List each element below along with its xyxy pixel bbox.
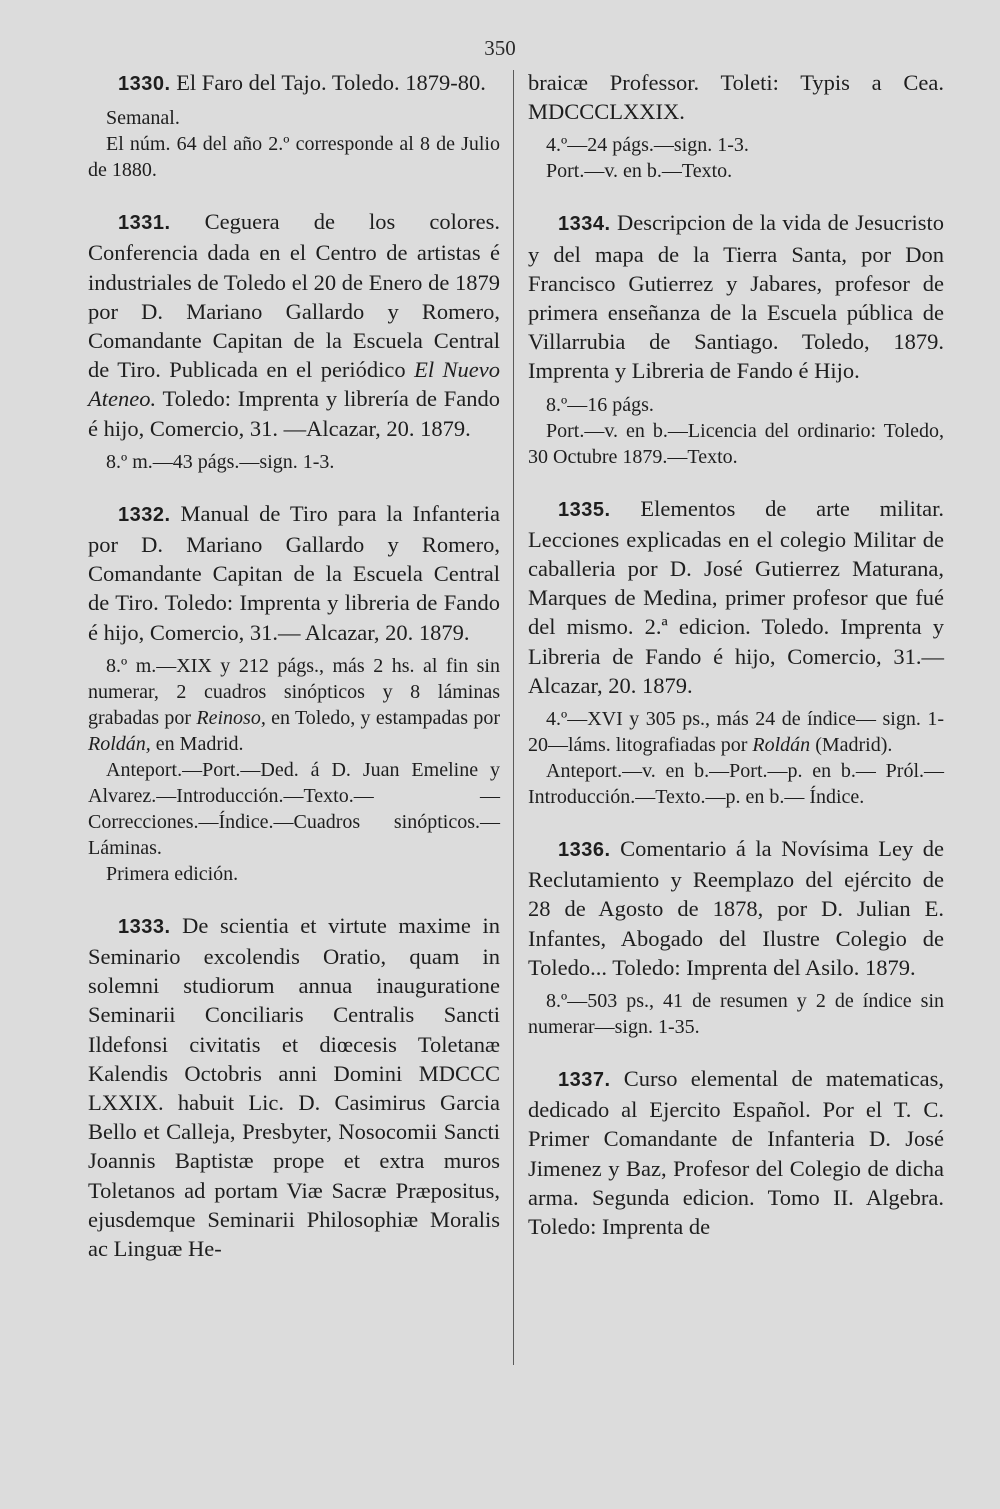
entry-note: 8.º—16 págs.	[546, 393, 654, 416]
entry-1337	[528, 1064, 944, 1241]
entry-1333	[88, 911, 500, 1263]
note-text: 8.º m.—XIX y 212 págs., más 2 hs. al fin sin numerar, 2 cuadros sinópticos y 8 láminas grabadas por	[88, 654, 500, 729]
right-column	[528, 68, 944, 1265]
entry-number: 1333.	[118, 915, 171, 938]
entry-1336	[528, 834, 944, 1040]
entry-number: 1334.	[558, 213, 611, 236]
entry-number: 1337.	[558, 1069, 611, 1092]
entry-note: Port.—v. en b.—Texto.	[546, 160, 733, 183]
entry-note: El núm. 64 del año 2.º corresponde al 8 de Julio de 1880.	[88, 133, 500, 182]
lithographer-name: Roldán	[752, 734, 811, 757]
page-number: 350	[484, 36, 516, 60]
note-text: 4.º—XVI y 305 ps., más 24 de índice— sign. 1-20—láms. litografiadas por	[528, 708, 944, 757]
entry-title: Descripcion de la vida de Jesucristo y del mapa de la Tierra Santa, por Don Francisco Gutierrez y Jabares, profesor de primera enseñanza de la Escuela pública de Villarrubia de Santiago. Toledo, 1879. Imprenta y Libreria de Fando é Hijo.	[528, 210, 944, 384]
entry-1334	[528, 208, 944, 469]
entry-number: 1332.	[118, 503, 171, 526]
engraver-name: Reinoso,	[196, 706, 266, 729]
entry-note: Anteport.—v. en b.—Port.—p. en b.— Pról.—Introducción.—Texto.—p. en b.— Índice.	[528, 760, 944, 809]
entry-title: Ceguera de los colores. Conferencia dada en el Centro de artistas é industriales de Toledo el 20 de Enero de 1879 por D. Mariano Gallardo y Romero, Comandante Capitan de la Escuela Central de Tiro. Publicada en el periódico	[88, 209, 500, 383]
entry-title: Elementos de arte militar. Lecciones explicadas en el colegio Militar de caballeria por D. José Gutierrez Maturana, Marques de Medina, primer profesor que fué del mismo. 2.ª edicion. Toledo. Imprenta y Libreria de Fando é hijo, Comercio, 31.—Alcazar, 20. 1879.	[528, 495, 944, 698]
entry-title-continued: braicæ Professor. Toleti: Typis a Cea. MDCCCLXXIX.	[528, 70, 944, 125]
entry-number: 1331.	[118, 212, 171, 235]
note-text: (Madrid).	[815, 734, 893, 757]
entry-note	[528, 706, 944, 758]
entry-1330	[88, 68, 500, 183]
note-text: en Madrid.	[155, 732, 244, 755]
entry-note: Semanal.	[106, 107, 180, 130]
left-column	[88, 68, 500, 1287]
entry-note: Port.—v. en b.—Licencia del ordinario: Toledo, 30 Octubre 1879.—Texto.	[528, 419, 944, 468]
entry-note: 8.º m.—43 págs.—sign. 1-3.	[106, 450, 335, 473]
column-divider	[513, 70, 514, 1365]
entry-1333-continued	[528, 68, 944, 184]
entry-1332	[88, 499, 500, 887]
entry-title: El Faro del Tajo. Toledo. 1879-80.	[176, 70, 486, 95]
periodical-title: El Nuevo Ateneo.	[88, 357, 500, 412]
entry-number: 1335.	[558, 498, 611, 521]
entry-title: Comentario á la Novísima Ley de Reclutamiento y Reemplazo del ejército de 28 de Agosto de 1878, por D. Julian E. Infantes, Abogado del Ilustre Colegio de Toledo... Toledo: Imprenta del Asilo. 1879.	[528, 836, 944, 980]
entry-1331	[88, 207, 500, 475]
entry-note	[88, 653, 500, 757]
entry-note: 4.º—24 págs.—sign. 1-3.	[546, 134, 749, 157]
entry-title: Manual de Tiro para la Infanteria por D. Mariano Gallardo y Romero, Comandante Capitan de la Escuela Central de Tiro. Toledo: Imprenta y libreria de Fando é hijo, Comercio, 31.— Alcazar, 20. 1879.	[88, 500, 500, 645]
entry-imprint: Toledo: Imprenta y librería de Fando é hijo, Comercio, 31. —Alcazar, 20. 1879.	[88, 386, 501, 441]
entry-note: Anteport.—Port.—Ded. á D. Juan Emeline y Alvarez.—Introducción.—Texto.— —Correcciones.—Índice.—Cuadros sinópticos.—Láminas.	[88, 758, 500, 859]
note-text: en Toledo, y estampadas por	[271, 706, 501, 729]
entry-note: 8.º—503 ps., 41 de resumen y 2 de índice sin numerar—sign. 1-35.	[528, 990, 944, 1039]
entry-number: 1330.	[118, 73, 171, 95]
printer-name: Roldán,	[88, 732, 151, 755]
entry-title: De scientia et virtute maxime in Seminario excolendis Oratio, quam in solemni studiorum annua inauguratione Seminarii Conciliaris Centralis Sancti Ildefonsi civitatis et diœcesis Toletanæ Kalendis Octobris anni Domini MDCCC LXXIX. habuit Lic. D. Casimirus Garcia Bello et Calleja, Presbyter, Nosocomii Sancti Joannis Baptistæ prope et extra muros Toletanos ad portam Viæ Sacræ Præpositus, ejusdemque Seminarii Philosophiæ Moralis ac Linguæ He-	[88, 912, 501, 1262]
entry-1335	[528, 494, 944, 810]
entry-number: 1336.	[558, 839, 611, 862]
entry-title: Curso elemental de matematicas, dedicado al Ejercito Español. Por el T. C. Primer Comandante de Infanteria D. José Jimenez y Baz, Profesor del Colegio de dicha arma. Segunda edicion. Tomo II. Algebra. Toledo: Imprenta de	[528, 1066, 945, 1240]
entry-note: Primera edición.	[106, 862, 239, 885]
